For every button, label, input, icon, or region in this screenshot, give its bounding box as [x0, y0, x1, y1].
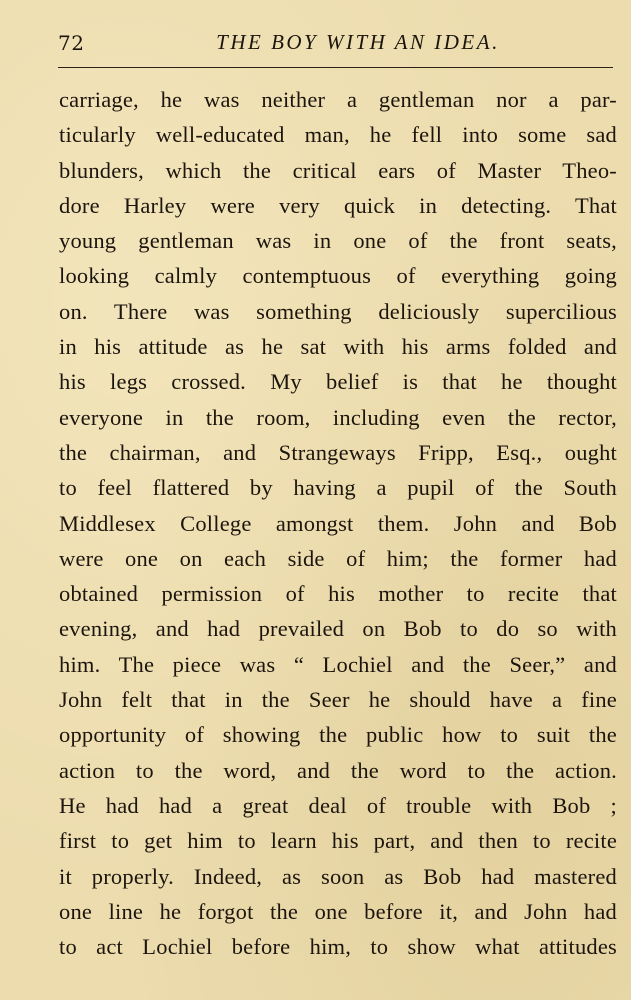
text-line: it properly. Indeed, as soon as Bob had mastered [59, 863, 617, 889]
text-line: first to get him to learn his part, and then to recite [59, 828, 617, 854]
text-line: him. The piece was “ Lochiel and the Seer,” and [59, 651, 617, 677]
text-line: ticularly well-educated man, he fell into some sad [59, 122, 617, 148]
text-line: everyone in the room, including even the rector, [59, 404, 617, 430]
text-line: were one on each side of him; the former had [59, 545, 617, 571]
text-line: dore Harley were very quick in detecting. That [59, 192, 617, 218]
text-line: to act Lochiel before him, to show what attitudes [59, 934, 617, 960]
page-number: 72 [58, 31, 85, 55]
text-line: obtained permission of his mother to recite that [59, 581, 617, 607]
text-line: He had had a great deal of trouble with Bob ; [59, 792, 617, 818]
text-line: looking calmly contemptuous of everything going [59, 263, 617, 289]
text-line: in his attitude as he sat with his arms folded and [59, 334, 617, 360]
text-line: his legs crossed. My belief is that he thought [59, 369, 617, 395]
text-line: young gentleman was in one of the front seats, [59, 228, 617, 254]
text-line: John felt that in the Seer he should have a fine [59, 687, 617, 713]
text-line: the chairman, and Strangeways Fripp, Esq., ought [59, 439, 617, 465]
text-line: carriage, he was neither a gentleman nor a par- [59, 87, 617, 112]
text-line: opportunity of showing the public how to suit the [59, 722, 617, 748]
text-line: to feel flattered by having a pupil of the South [59, 475, 617, 501]
running-head: THE BOY WITH AN IDEA. [216, 30, 500, 54]
text-line: one line he forgot the one before it, and John had [59, 898, 617, 924]
body-text [59, 82, 617, 964]
text-line: on. There was something deliciously supercilious [59, 298, 617, 324]
text-line: Middlesex College amongst them. John and Bob [59, 510, 617, 536]
header-rule [58, 67, 613, 68]
page-header [58, 28, 614, 60]
text-line: evening, and had prevailed on Bob to do so with [59, 616, 617, 642]
text-line: action to the word, and the word to the action. [59, 757, 617, 783]
text-line: blunders, which the critical ears of Master Theo- [59, 157, 617, 183]
